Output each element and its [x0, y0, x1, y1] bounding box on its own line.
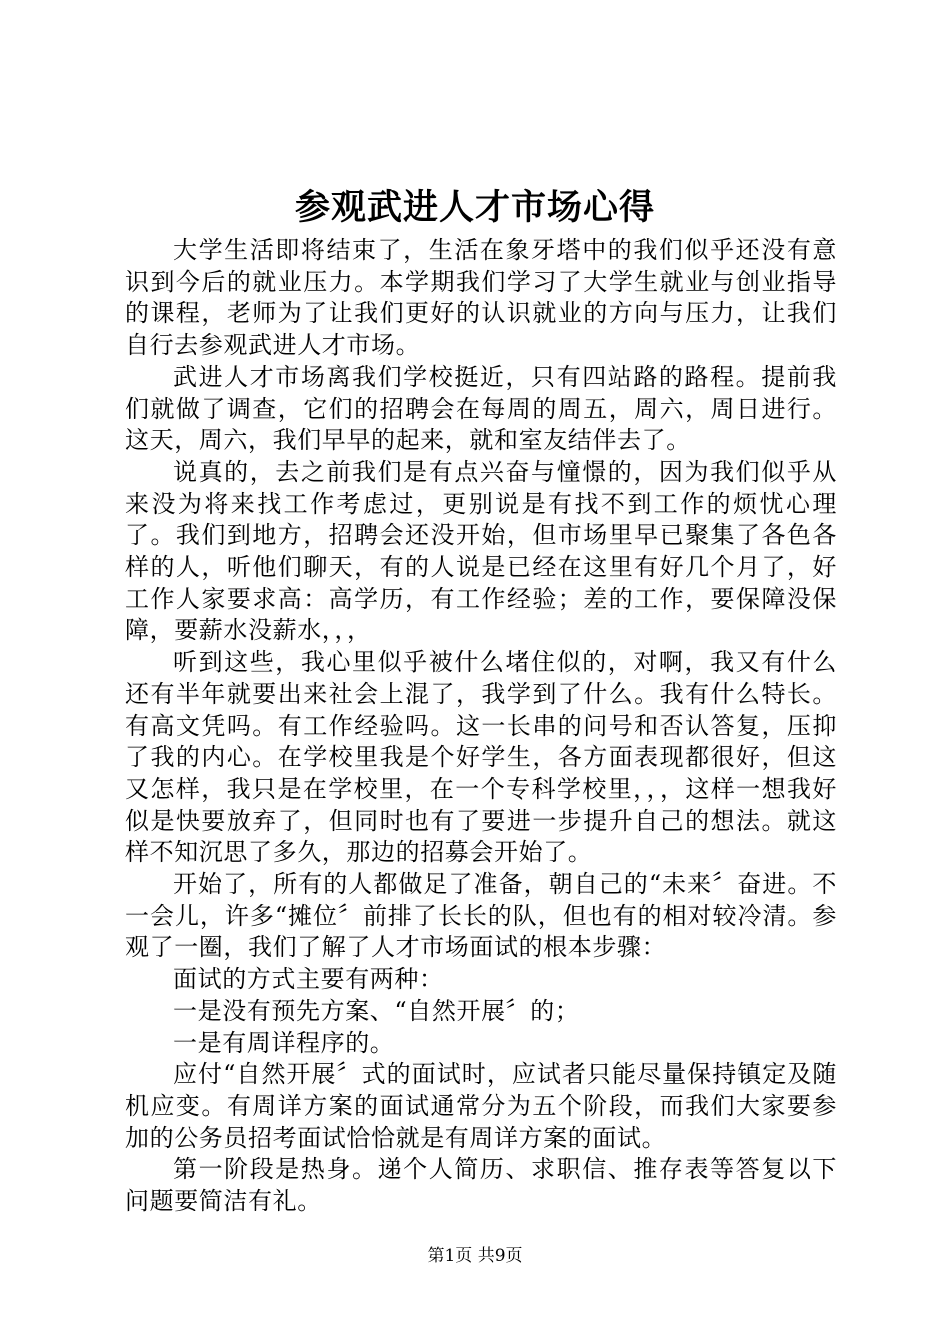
- document-title: 参观武进人才市场心得: [294, 187, 655, 228]
- paragraph-2: 武进人才市场离我们学校挺近，只有四站路的路程。提前我们就做了调查，它们的招聘会在每周的周五，周六，周日进行。这天，周六，我们早早的起来，就和室友结伴去了。: [125, 362, 837, 455]
- paragraph-10: 第一阶段是热身。递个人简历、求职信、推存表等答复以下问题要简洁有礼。: [125, 1155, 837, 1216]
- paragraph-4: 听到这些，我心里似乎被什么堵住似的，对啊，我又有什么还有半年就要出来社会上混了，我学到了什么。我有什么特长。有高文凭吗。有工作经验吗。这一长串的问号和否认答复，压抑了我的内心。在学校里我是个好学生，各方面表现都很好，但这又怎样，我只是在学校里，在一个专科学校里，，，这样一想我好似是快要放弃了，但同时也有了要进一步提升自己的想法。就这样不知沉思了多久，那边的招募会开始了。: [125, 648, 837, 867]
- document-body: [125, 235, 837, 1218]
- paragraph-7: 一是没有预先方案、“自然开展〞的；: [173, 996, 580, 1025]
- paragraph-9: 应付“自然开展〞式的面试时，应试者只能尽量保持镇定及随机应变。有周详方案的面试通常分为五个阶段，而我们大家要参加的公务员招考面试恰恰就是有周详方案的面试。: [125, 1060, 837, 1152]
- paragraph-1: 大学生活即将结束了，生活在象牙塔中的我们似乎还没有意识到今后的就业压力。本学期我们学习了大学生就业与创业指导的课程，老师为了让我们更好的认识就业的方向与压力，让我们自行去参观武进人才市场。: [125, 236, 837, 360]
- page-footer: 第1页 共9页: [427, 1246, 523, 1266]
- paragraph-6: 面试的方式主要有两种：: [173, 965, 444, 994]
- paragraph-3: 说真的，去之前我们是有点兴奋与憧憬的，因为我们似乎从来没为将来找工作考虑过，更别说是有找不到工作的烦忧心理了。我们到地方，招聘会还没开始，但市场里早已聚集了各色各样的人，听他们聊天，有的人说是已经在这里有好几个月了，好工作人家要求高：高学历，有工作经验；差的工作，要保障没保障，要薪水没薪水，，，: [125, 457, 837, 645]
- paragraph-8: 一是有周详程序的。: [173, 1028, 395, 1057]
- paragraph-5: 开始了，所有的人都做足了准备，朝自己的“未来〞奋进。不一会儿，许多“摊位〞前排了长长的队，但也有的相对较冷清。参观了一圈，我们了解了人才市场面试的根本步骤：: [125, 870, 837, 962]
